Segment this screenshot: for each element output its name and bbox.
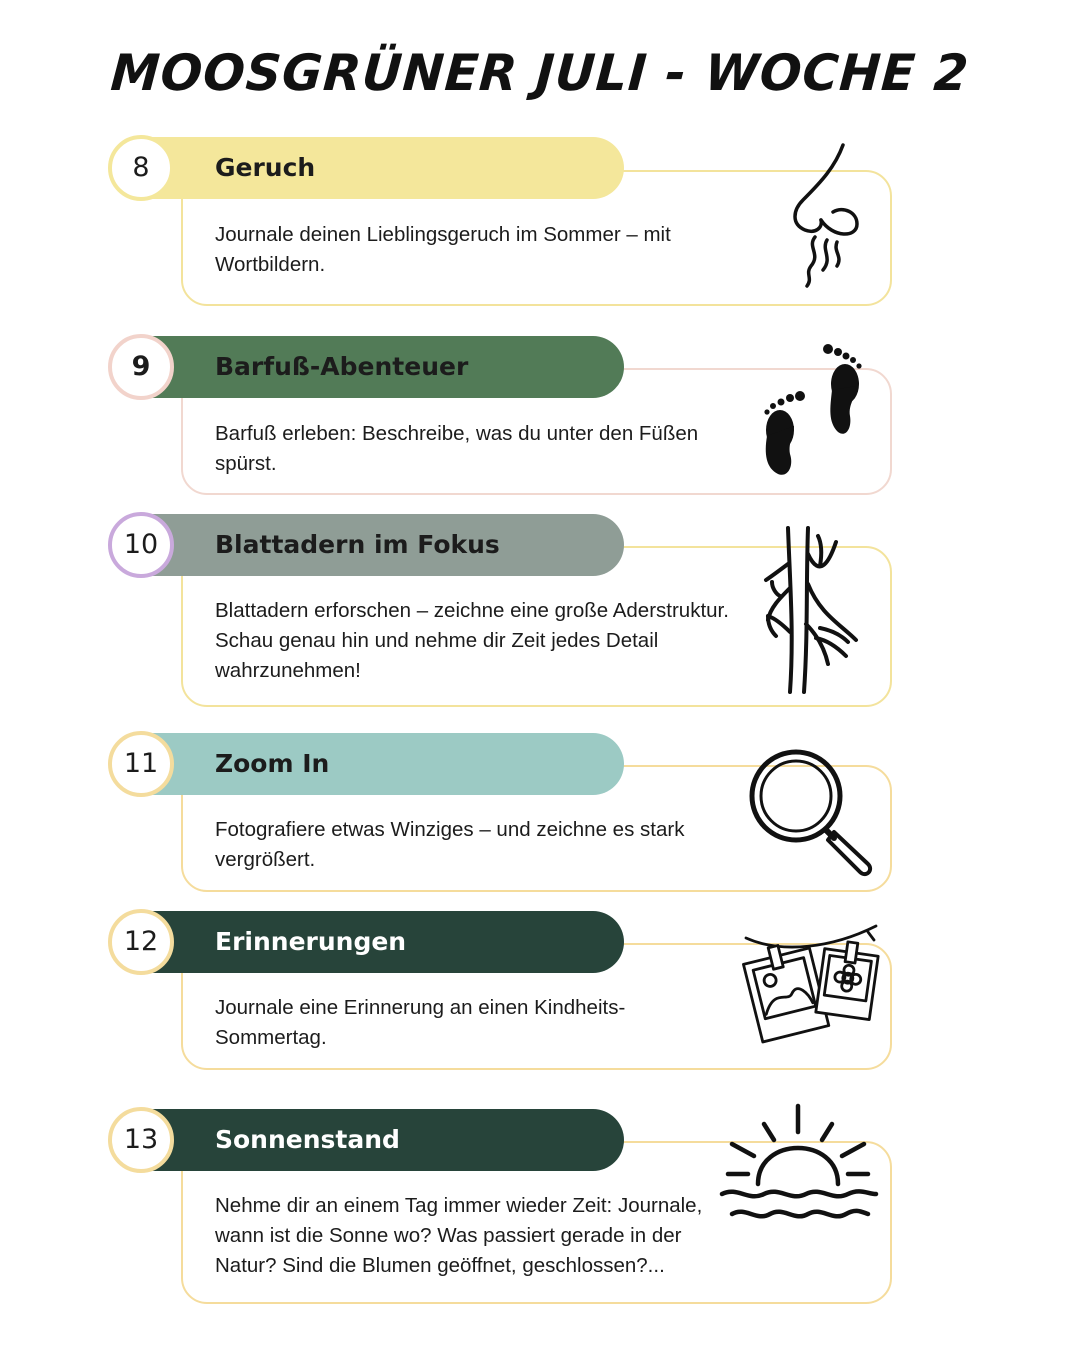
entry-description: Journale eine Erinnerung an einen Kindheits-Sommertag. bbox=[215, 996, 626, 1049]
nose-icon bbox=[785, 142, 865, 292]
entry-description: Journale deinen Lieblingsgeruch im Sommer – mit Wortbildern. bbox=[215, 223, 671, 276]
entry-title: Erinnerungen bbox=[215, 927, 407, 956]
entry-description: Fotografiere etwas Winziges – und zeichne es stark vergrößert. bbox=[215, 818, 685, 871]
footprints-icon bbox=[752, 342, 872, 482]
entry-title: Blattadern im Fokus bbox=[215, 530, 500, 559]
day-number-badge: 9 bbox=[108, 334, 174, 400]
day-number-badge: 12 bbox=[108, 909, 174, 975]
entry-description: Nehme dir an einem Tag immer wieder Zeit: Journale, wann ist die Sonne wo? Was passiert gerade in der Natur? Sind die Blumen geöffnet, geschlossen?... bbox=[215, 1194, 703, 1277]
day-number-badge: 13 bbox=[108, 1107, 174, 1173]
polaroid-photos-icon bbox=[742, 924, 882, 1050]
day-number-badge: 8 bbox=[108, 135, 174, 201]
entry-title: Geruch bbox=[215, 153, 316, 182]
page-title: MOOSGRÜNER JULI - WOCHE 2 bbox=[108, 44, 972, 102]
sunset-icon bbox=[718, 1102, 880, 1224]
entry-description: Blattadern erforschen – zeichne eine große Aderstruktur. Schau genau hin und nehme dir Zeit jedes Detail wahrzunehmen! bbox=[215, 599, 729, 682]
day-number-badge: 10 bbox=[108, 512, 174, 578]
entry-title: Sonnenstand bbox=[215, 1125, 400, 1154]
leaf-veins-icon bbox=[760, 524, 860, 696]
entry-title: Barfuß-Abenteuer bbox=[215, 352, 469, 381]
entry-title: Zoom In bbox=[215, 749, 330, 778]
entry-description: Barfuß erleben: Beschreibe, was du unter den Füßen spürst. bbox=[215, 422, 699, 475]
day-number-badge: 11 bbox=[108, 731, 174, 797]
magnifier-icon bbox=[748, 748, 878, 878]
